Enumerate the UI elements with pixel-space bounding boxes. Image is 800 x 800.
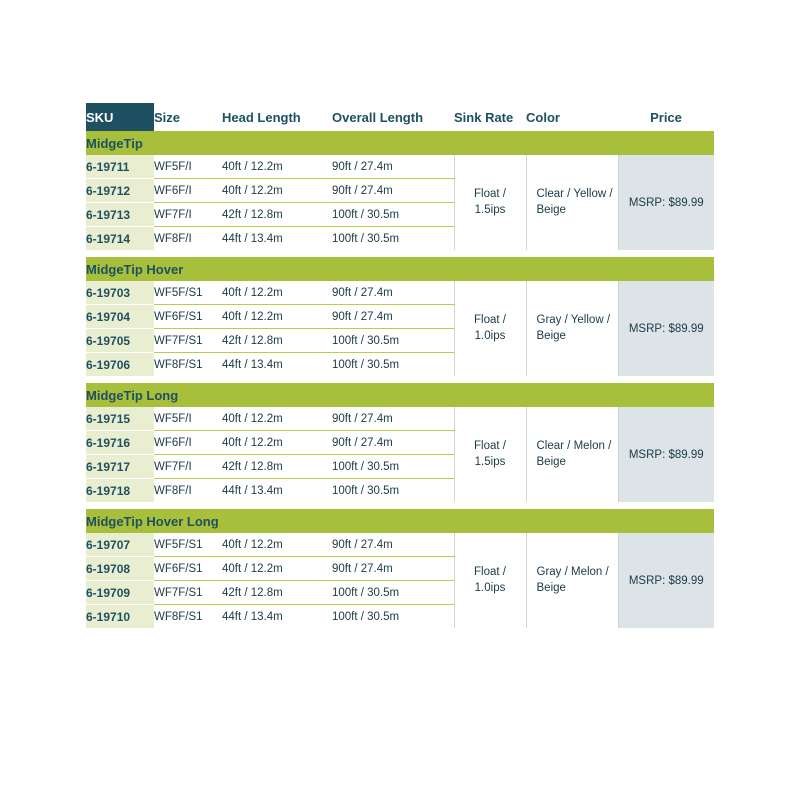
cell-overall-length: 100ft / 30.5m — [332, 227, 454, 251]
cell-head-length: 42ft / 12.8m — [222, 329, 332, 353]
sink-rate-line-2: 1.5ips — [474, 455, 506, 468]
group-title-midgetip-hover-long: MidgeTip Hover Long — [86, 509, 714, 533]
cell-head-length: 40ft / 12.2m — [222, 281, 332, 305]
column-header-sink-rate: Sink Rate — [454, 103, 526, 131]
sink-rate-line-1: Float / — [474, 565, 506, 578]
column-header-overall-length: Overall Length — [332, 103, 454, 131]
color-line-1: Gray / Melon / — [536, 565, 609, 578]
cell-sink-rate — [454, 281, 526, 376]
group-title-midgetip-long: MidgeTip Long — [86, 383, 714, 407]
cell-size: WF6F/S1 — [154, 557, 222, 581]
cell-size: WF8F/I — [154, 227, 222, 251]
sink-rate-line-1: Float / — [474, 439, 506, 452]
group-band-row — [86, 131, 714, 155]
cell-size: WF6F/I — [154, 179, 222, 203]
cell-size: WF8F/I — [154, 479, 222, 503]
color-line-2: Beige — [536, 455, 566, 468]
cell-sink-rate — [454, 533, 526, 628]
cell-price: MSRP: $89.99 — [618, 407, 714, 502]
sink-rate-line-2: 1.0ips — [474, 329, 506, 342]
cell-overall-length: 100ft / 30.5m — [332, 203, 454, 227]
group-band-row — [86, 257, 714, 281]
group-title-midgetip-hover: MidgeTip Hover — [86, 257, 714, 281]
cell-sku: 6-19711 — [86, 155, 154, 179]
cell-sku: 6-19712 — [86, 179, 154, 203]
group-band-row — [86, 383, 714, 407]
cell-size: WF5F/I — [154, 407, 222, 431]
cell-overall-length: 100ft / 30.5m — [332, 581, 454, 605]
cell-overall-length: 90ft / 27.4m — [332, 431, 454, 455]
cell-overall-length: 90ft / 27.4m — [332, 407, 454, 431]
cell-sku: 6-19710 — [86, 605, 154, 629]
cell-head-length: 42ft / 12.8m — [222, 203, 332, 227]
cell-sku: 6-19708 — [86, 557, 154, 581]
cell-size: WF6F/I — [154, 431, 222, 455]
sink-rate-line-1: Float / — [474, 313, 506, 326]
cell-sku: 6-19706 — [86, 353, 154, 377]
cell-sku: 6-19718 — [86, 479, 154, 503]
table-body — [86, 131, 714, 628]
cell-overall-length: 100ft / 30.5m — [332, 353, 454, 377]
cell-head-length: 40ft / 12.2m — [222, 305, 332, 329]
sink-rate-line-2: 1.5ips — [474, 203, 506, 216]
column-header-price: Price — [618, 103, 714, 131]
group-spacer — [86, 250, 714, 257]
cell-sink-rate — [454, 407, 526, 502]
cell-size: WF5F/S1 — [154, 281, 222, 305]
color-line-2: Beige — [536, 581, 566, 594]
cell-overall-length: 100ft / 30.5m — [332, 329, 454, 353]
cell-head-length: 40ft / 12.2m — [222, 155, 332, 179]
cell-size: WF8F/S1 — [154, 605, 222, 629]
sink-rate-line-1: Float / — [474, 187, 506, 200]
cell-sku: 6-19714 — [86, 227, 154, 251]
cell-size: WF5F/I — [154, 155, 222, 179]
table-row — [86, 407, 714, 431]
color-line-1: Clear / Melon / — [536, 439, 612, 452]
cell-overall-length: 100ft / 30.5m — [332, 605, 454, 629]
cell-color — [526, 407, 618, 502]
table-row — [86, 281, 714, 305]
cell-head-length: 44ft / 13.4m — [222, 605, 332, 629]
cell-overall-length: 100ft / 30.5m — [332, 479, 454, 503]
cell-head-length: 42ft / 12.8m — [222, 581, 332, 605]
cell-sku: 6-19717 — [86, 455, 154, 479]
cell-color — [526, 533, 618, 628]
table-header-row — [86, 103, 714, 131]
cell-size: WF7F/I — [154, 455, 222, 479]
cell-size: WF7F/I — [154, 203, 222, 227]
cell-overall-length: 90ft / 27.4m — [332, 281, 454, 305]
cell-price: MSRP: $89.99 — [618, 281, 714, 376]
color-line-1: Gray / Yellow / — [536, 313, 611, 326]
table-row — [86, 533, 714, 557]
cell-overall-length: 90ft / 27.4m — [332, 557, 454, 581]
cell-size: WF8F/S1 — [154, 353, 222, 377]
cell-price: MSRP: $89.99 — [618, 155, 714, 250]
cell-overall-length: 90ft / 27.4m — [332, 155, 454, 179]
cell-sku: 6-19716 — [86, 431, 154, 455]
cell-head-length: 40ft / 12.2m — [222, 431, 332, 455]
table-header — [86, 103, 714, 131]
column-header-color: Color — [526, 103, 618, 131]
cell-size: WF7F/S1 — [154, 581, 222, 605]
group-title-midgetip: MidgeTip — [86, 131, 714, 155]
cell-overall-length: 90ft / 27.4m — [332, 305, 454, 329]
cell-size: WF5F/S1 — [154, 533, 222, 557]
table-row — [86, 155, 714, 179]
group-band-row — [86, 509, 714, 533]
color-line-2: Beige — [536, 203, 566, 216]
product-spec-table — [86, 103, 714, 628]
cell-sku: 6-19705 — [86, 329, 154, 353]
cell-color — [526, 281, 618, 376]
cell-sku: 6-19713 — [86, 203, 154, 227]
color-line-1: Clear / Yellow / — [536, 187, 613, 200]
cell-price: MSRP: $89.99 — [618, 533, 714, 628]
cell-sku: 6-19704 — [86, 305, 154, 329]
cell-head-length: 40ft / 12.2m — [222, 407, 332, 431]
color-line-2: Beige — [536, 329, 566, 342]
sink-rate-line-2: 1.0ips — [474, 581, 506, 594]
group-spacer — [86, 376, 714, 383]
cell-sink-rate — [454, 155, 526, 250]
cell-head-length: 44ft / 13.4m — [222, 479, 332, 503]
cell-size: WF6F/S1 — [154, 305, 222, 329]
cell-size: WF7F/S1 — [154, 329, 222, 353]
cell-head-length: 44ft / 13.4m — [222, 227, 332, 251]
cell-sku: 6-19709 — [86, 581, 154, 605]
cell-sku: 6-19707 — [86, 533, 154, 557]
group-spacer — [86, 502, 714, 509]
cell-overall-length: 90ft / 27.4m — [332, 179, 454, 203]
cell-head-length: 42ft / 12.8m — [222, 455, 332, 479]
cell-head-length: 40ft / 12.2m — [222, 179, 332, 203]
column-header-sku: SKU — [86, 103, 154, 131]
cell-overall-length: 100ft / 30.5m — [332, 455, 454, 479]
cell-color — [526, 155, 618, 250]
column-header-head-length: Head Length — [222, 103, 332, 131]
cell-sku: 6-19715 — [86, 407, 154, 431]
cell-sku: 6-19703 — [86, 281, 154, 305]
column-header-size: Size — [154, 103, 222, 131]
cell-head-length: 44ft / 13.4m — [222, 353, 332, 377]
cell-head-length: 40ft / 12.2m — [222, 533, 332, 557]
cell-head-length: 40ft / 12.2m — [222, 557, 332, 581]
cell-overall-length: 90ft / 27.4m — [332, 533, 454, 557]
